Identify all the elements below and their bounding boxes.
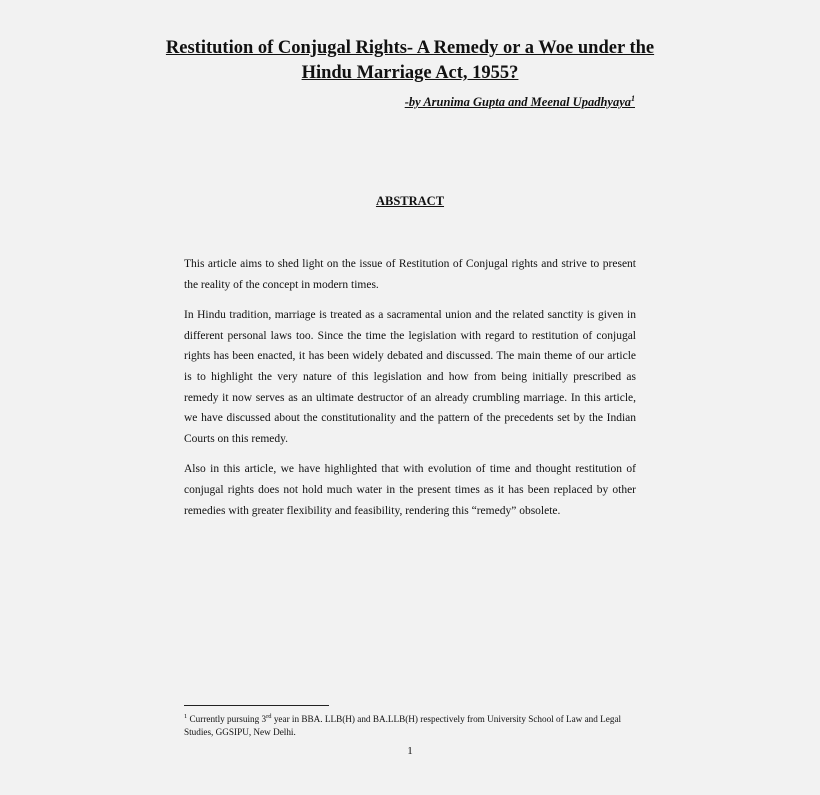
abstract-paragraph: Also in this article, we have highlighted that with evolution of time and thought restitution of conjugal rights does not hold much water in the present times as it has been replaced by other remedies with greater flexibility and feasibility, rendering this “remedy” obsolete. [184, 463, 636, 517]
author-byline [405, 94, 635, 110]
abstract-paragraph: This article aims to shed light on the issue of Restitution of Conjugal rights and strive to present the reality of the concept in modern times. [184, 258, 636, 291]
footnote-text-end: year in BBA. LLB(H) and BA.LLB(H) respectively from University School of Law and Legal Studies, GGSIPU, New Delhi. [184, 714, 622, 737]
abstract-body [184, 254, 636, 531]
footnote-text-start: Currently pursuing 3 [187, 714, 267, 725]
abstract-paragraph: In Hindu tradition, marriage is treated as a sacramental union and the related sanctity is given in different personal laws too. Since the time the legislation with regard to restitution of conjugal rights has been enacted, it has been widely debated and discussed. The main theme of our article is to highlight the very nature of this legislation and how from being initially prescribed as remedy it now serves as an ultimate destructor of an already crumbling marriage. In this article, we have discussed about the constitutionality and the pattern of the precedents set by the Indian Courts on this remedy. [184, 309, 636, 445]
paper-title: Restitution of Conjugal Rights- A Remedy or a Woe under the Hindu Marriage Act, 1955? [165, 38, 655, 83]
byline-footnote-marker: 1 [631, 94, 635, 103]
footnote [184, 711, 636, 738]
page-number: 1 [407, 745, 413, 757]
author-names: -by Arunima Gupta and Meenal Upadhyaya [404, 95, 631, 110]
footnote-ordinal-suffix: rd [266, 713, 272, 720]
footnote-divider [184, 705, 329, 706]
abstract-heading: ABSTRACT [375, 194, 445, 208]
footnote-marker: 1 [184, 713, 188, 720]
